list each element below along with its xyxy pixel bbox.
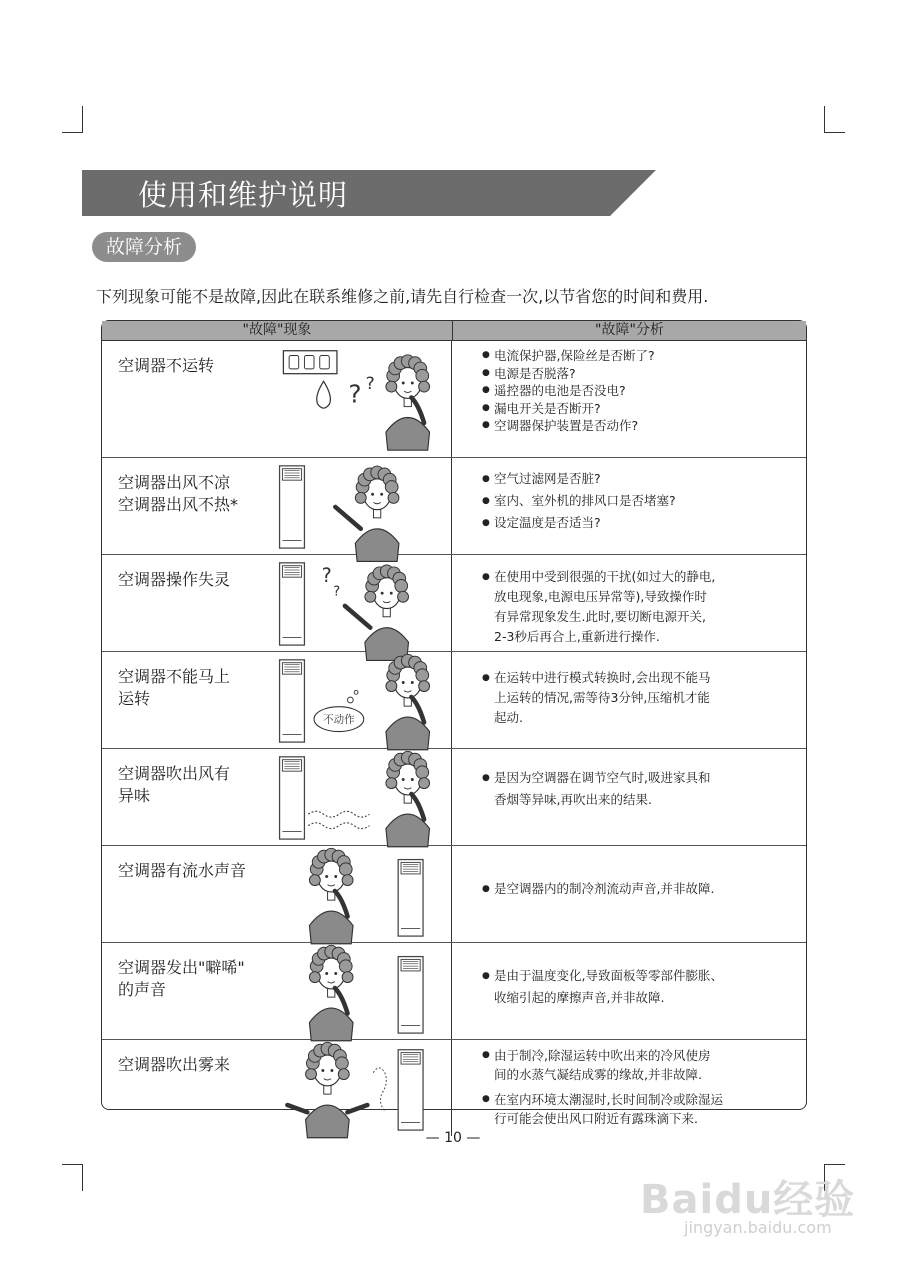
cartoon-woman-icon bbox=[309, 848, 353, 943]
table-row bbox=[102, 1040, 806, 1136]
analysis-list bbox=[482, 767, 710, 811]
air-conditioner-icon bbox=[280, 466, 305, 548]
cartoon-woman-icon bbox=[345, 565, 409, 660]
symptom-cell bbox=[102, 749, 452, 845]
cartoon-woman-icon bbox=[386, 751, 430, 846]
analysis-line: ● 电源是否脱落? bbox=[494, 365, 576, 381]
symptom-text bbox=[118, 860, 246, 882]
symptom-cell bbox=[102, 943, 452, 1039]
analysis-cell bbox=[452, 1040, 806, 1136]
symptom-cell bbox=[102, 555, 452, 651]
analysis-item bbox=[482, 468, 676, 490]
table-row bbox=[102, 555, 806, 652]
question-mark-icon: ? bbox=[365, 374, 375, 394]
bubble-text: 不动作 bbox=[323, 713, 355, 726]
table-row bbox=[102, 458, 806, 555]
table-row bbox=[102, 652, 806, 749]
analysis-line: ● 在运转中进行模式转换时,会出现不能马 bbox=[494, 670, 711, 685]
air-conditioner-icon bbox=[280, 563, 305, 645]
analysis-line: ● 室内、室外机的排风口是否堵塞? bbox=[494, 493, 676, 508]
analysis-line: 上运转的情况,需等待3分钟,压缩机才能 bbox=[494, 690, 710, 705]
section-heading: 故障分析 bbox=[92, 232, 196, 262]
cartoon-woman-icon bbox=[386, 355, 430, 450]
symptom-line: 空调器吹出风有 bbox=[118, 764, 231, 783]
speech-bubble bbox=[314, 690, 364, 731]
analysis-cell bbox=[452, 846, 806, 942]
analysis-item bbox=[482, 512, 676, 534]
symptom-text bbox=[118, 957, 245, 1001]
analysis-item bbox=[482, 567, 715, 647]
analysis-line: 起动. bbox=[494, 710, 523, 725]
analysis-list bbox=[482, 878, 714, 900]
cartoon-woman-icon bbox=[335, 466, 399, 561]
cartoon-woman-icon bbox=[287, 1042, 367, 1137]
symptom-cell bbox=[102, 341, 452, 457]
intro-text: 下列现象可能不是故障,因此在联系维修之前,请先自行检查一次,以节省您的时间和费用. bbox=[96, 287, 709, 306]
troubleshooting-table bbox=[101, 320, 807, 1126]
illustration bbox=[270, 947, 446, 1035]
analysis-line: ● 是由于温度变化,导致面板等零部件膨胀、 bbox=[494, 968, 723, 983]
analysis-cell bbox=[452, 341, 806, 457]
analysis-cell bbox=[452, 555, 806, 651]
analysis-line: 有异常现象发生.此时,要切断电源开关, bbox=[494, 609, 706, 624]
table-row bbox=[102, 749, 806, 846]
analysis-item bbox=[482, 347, 655, 365]
analysis-item bbox=[482, 400, 655, 418]
analysis-cell bbox=[452, 458, 806, 554]
cartoon-woman-icon bbox=[309, 945, 353, 1040]
analysis-line: ● 遥控器的电池是否没电? bbox=[494, 383, 626, 398]
analysis-item bbox=[482, 1046, 723, 1084]
analysis-list bbox=[482, 1046, 723, 1128]
analysis-line: ● 空气过滤网是否脏? bbox=[494, 471, 601, 486]
analysis-line: ● 空调器保护装置是否动作? bbox=[494, 418, 639, 433]
analysis-line: 放电现象,电源电压异常等),导致操作时 bbox=[494, 589, 707, 604]
analysis-list bbox=[482, 347, 655, 435]
analysis-list bbox=[482, 965, 723, 1009]
remote-display-icon bbox=[283, 351, 337, 374]
cartoon-woman-icon bbox=[386, 654, 430, 749]
symptom-line: 异味 bbox=[118, 786, 151, 805]
analysis-list bbox=[482, 468, 676, 534]
page-number: — 10 — bbox=[425, 1130, 481, 1146]
analysis-item bbox=[482, 878, 714, 900]
watermark-url: jingyan.baidu.com bbox=[684, 1218, 832, 1237]
symptom-cell bbox=[102, 1040, 452, 1136]
analysis-line: ● 设定温度是否适当? bbox=[494, 515, 601, 530]
question-mark-icon: ? bbox=[348, 379, 362, 409]
illustration bbox=[270, 753, 446, 841]
symptom-line: 空调器不能马上 bbox=[118, 667, 231, 686]
symptom-line: 空调器出风不凉 bbox=[118, 473, 231, 492]
air-conditioner-icon bbox=[280, 757, 305, 839]
analysis-line: ● 漏电开关是否断开? bbox=[494, 400, 601, 416]
mist-lines bbox=[373, 1068, 386, 1111]
analysis-item bbox=[482, 668, 710, 728]
symptom-line: 空调器不运转 bbox=[118, 356, 215, 375]
analysis-list bbox=[482, 567, 715, 647]
air-conditioner-icon bbox=[280, 660, 305, 742]
odor-wind-lines bbox=[308, 811, 369, 817]
analysis-line: ● 由于制冷,除湿运转中吹出来的冷风使房 bbox=[494, 1048, 711, 1063]
symptom-text bbox=[118, 763, 230, 807]
air-conditioner-icon bbox=[398, 1050, 423, 1130]
analysis-item bbox=[482, 365, 655, 383]
analysis-line: 行可能会使出风口附近有露珠滴下来. bbox=[494, 1111, 698, 1126]
symptom-line: 空调器出风不热* bbox=[118, 495, 239, 514]
illustration bbox=[270, 345, 446, 433]
analysis-list bbox=[482, 668, 710, 728]
symptom-line: 空调器吹出雾来 bbox=[118, 1055, 231, 1074]
illustration bbox=[270, 656, 446, 744]
column-header-analysis: "故障"分析 bbox=[595, 322, 664, 338]
analysis-item bbox=[482, 1090, 723, 1128]
symptom-cell bbox=[102, 846, 452, 942]
analysis-line: ● 是空调器内的制冷剂流动声音,并非故障. bbox=[494, 881, 715, 896]
crop-mark-top-left bbox=[62, 106, 83, 133]
symptom-cell bbox=[102, 458, 452, 554]
illustration bbox=[270, 1044, 446, 1132]
analysis-line: ● 在使用中受到很强的干扰(如过大的静电, bbox=[494, 569, 716, 584]
analysis-line: 收缩引起的摩擦声音,并非故障. bbox=[494, 990, 665, 1005]
symptom-line: 空调器操作失灵 bbox=[118, 570, 231, 589]
watermark-logo: Baidu经验 bbox=[640, 1177, 856, 1223]
column-header-symptom: "故障"现象 bbox=[102, 321, 453, 340]
table-row bbox=[102, 341, 806, 458]
analysis-cell bbox=[452, 749, 806, 845]
analysis-line: ● 电流保护器,保险丝是否断了? bbox=[494, 348, 655, 363]
symptom-line: 运转 bbox=[118, 689, 151, 708]
crop-mark-bottom-left bbox=[62, 1164, 83, 1191]
question-mark-icon: ? bbox=[321, 563, 332, 587]
illustration bbox=[270, 850, 446, 938]
page-title: 使用和维护说明 bbox=[138, 178, 349, 212]
symptom-text bbox=[118, 472, 238, 516]
symptom-text bbox=[118, 569, 230, 591]
analysis-line: ● 在室内环境太潮湿时,长时间制冷或除湿运 bbox=[494, 1092, 723, 1107]
analysis-line: ● 是因为空调器在调节空气时,吸进家具和 bbox=[494, 770, 711, 785]
analysis-cell bbox=[452, 943, 806, 1039]
analysis-item bbox=[482, 965, 723, 1009]
symptom-cell bbox=[102, 652, 452, 748]
analysis-item bbox=[482, 767, 710, 811]
symptom-text bbox=[118, 666, 230, 710]
illustration bbox=[270, 559, 446, 647]
analysis-item bbox=[482, 490, 676, 512]
water-drop-icon bbox=[317, 381, 331, 408]
illustration bbox=[270, 462, 446, 550]
table-row bbox=[102, 943, 806, 1040]
analysis-line: 香烟等异味,再吹出来的结果. bbox=[494, 792, 652, 807]
analysis-item bbox=[482, 417, 655, 435]
symptom-line: 空调器发出"噼唏" bbox=[118, 958, 245, 977]
symptom-line: 空调器有流水声音 bbox=[118, 861, 247, 880]
symptom-text bbox=[118, 1054, 230, 1076]
symptom-text bbox=[118, 355, 214, 377]
analysis-line: 2-3秒后再合上,重新进行操作. bbox=[494, 629, 660, 644]
analysis-line: 间的水蒸气凝结成雾的缘故,并非故障. bbox=[494, 1067, 702, 1082]
question-mark-icon: ? bbox=[333, 584, 341, 600]
crop-mark-top-right bbox=[824, 106, 845, 133]
air-conditioner-icon bbox=[398, 957, 423, 1034]
analysis-cell bbox=[452, 652, 806, 748]
symptom-line: 的声音 bbox=[118, 980, 167, 999]
analysis-item bbox=[482, 382, 655, 400]
table-header bbox=[102, 321, 806, 341]
table-row bbox=[102, 846, 806, 943]
air-conditioner-icon bbox=[398, 860, 423, 937]
